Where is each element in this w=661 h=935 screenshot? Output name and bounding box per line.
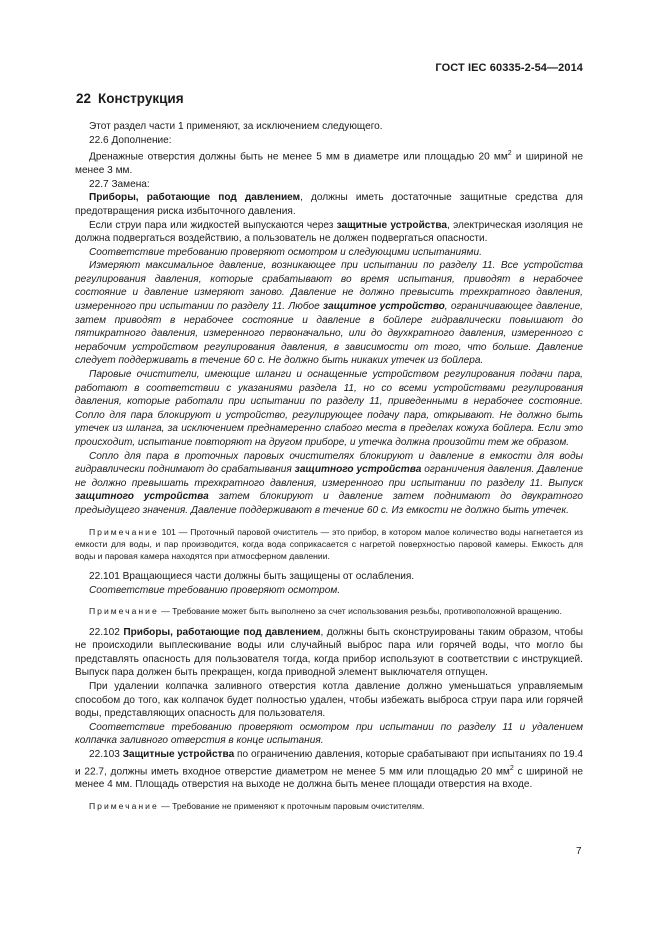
page-number: 7 (576, 846, 582, 857)
section-number: 22 (76, 91, 92, 106)
clause-22-7-p6: Сопло для пара в проточных паровых очистителях блокируют и давление в емкости для воды гидравлически поднимают до срабатывания защитного устройства ограничения давления. Давление не должно превышать трехкратного давления, измеренного при испытании по разделу 11. Выпуск защитного устройства затем блокируют и давление затем поднимают до двукратного предыдущего значения. Давление поддерживают в течение 60 с. Из емкости не должно быть утечек. (75, 450, 583, 516)
intro-paragraph: Этот раздел части 1 применяют, за исключением следующего. (89, 121, 383, 132)
clause-22-6-label: 22.6 Дополнение: (89, 134, 172, 146)
clause-22-101-check: Соответствие требованию проверяют осмотром. (89, 584, 341, 596)
clause-22-7-p2: Если струи пара или жидкостей выпускаются через защитные устройства, электрическая изоляция не должна подвергаться воздействию, а пользователь не должен подвергаться опасности. (75, 219, 584, 245)
section-heading (76, 90, 583, 108)
clause-22-7-check: Соответствие требованию проверяют осмотром и следующими испытаниями. (89, 246, 482, 258)
clause-22-7-p1: Приборы, работающие под давлением, должны иметь достаточные защитные средства для предотвращения риска избыточного давления. (75, 192, 583, 217)
clause-22-102-check: Соответствие требованию проверяют осмотром при испытании по разделу 11 и удалением колпачка заливного отверстия в конце испытания. (75, 721, 583, 747)
clause-22-7-p5: Паровые очистители, имеющие шланги и оснащенные устройством регулирования подачи пара, работают в соответствии с указаниями раздела 11, но со всеми устройствами регулирования давления, которые работали при испытании по разделу 11, приведенными в нерабочее состояние. Сопло для пара блокируют и устройство, регулирующее подачу пара, открывают. Не должно быть утечек из шланга, за исключением преднамеренно слабого места в пределах кожуха бойлера. Если это происходит, испытание повторяют на другом приборе, и утечка должна произойти тем же образом. (75, 369, 583, 449)
page-content (75, 90, 583, 812)
standard-header: ГОСТ IEC 60335-2-54—2014 (435, 62, 583, 74)
clause-22-7-p4: Измеряют максимальное давление, возникающее при испытании по разделу 11. Все устройства регулирования давления, которые срабатывают во время испытания, приводят в нерабочее состояние и давление измеряют заново. Давление не должно превысить трехкратного давления, измеренного при испытании по разделу 11. Любое защитное устройство, ограничивающее давление, затем приводят в нерабочее состояние и давление в бойлере гидравлически повышают до пятикратного давления, измеренного первоначально, или до двухкратного давления, измеренного с нерабочим устройством регулирования давления, в зависимости от того, что больше. Давление следует поддерживать в течение 60 с. Не должно быть никаких утечек из бойлера. (75, 260, 583, 367)
note-label: Примечание (89, 526, 159, 537)
clause-22-7-label: 22.7 Замена: (89, 178, 150, 190)
note-101: Примечание 101 — Проточный паровой очиститель — это прибор, в котором малое количество воды нагнетается из емкости для воды, и пар производится, когда вода соприкасается с нагретой поверхностью паровой камеры. Емкость для воды и паровая камера находятся при атмосферном давлении. (75, 526, 583, 561)
note-22-101: Примечание — Требование может быть выполнено за счет использования резьбы, противоположной вращению. (89, 606, 562, 617)
section-title: Конструкция (98, 91, 184, 106)
clause-22-101-text: 22.101 Вращающиеся части должны быть защищены от ослабления. (89, 571, 415, 583)
clause-22-102-p1: 22.102 Приборы, работающие под давлением, должны быть сконструированы таким образом, чтобы не происходили выплескивание воды или случайный выброс пара или горячей воды, что могло бы представлять опасность для пользователя тогда, когда прибор используют в соответствии с инструкцией. Выпуск пара должен быть прекращен, когда приводной элемент выключателя отпущен. (75, 626, 583, 679)
note-22-103: Примечание — Требование не применяют к проточным паровым очистителям. (89, 801, 425, 812)
clause-22-103-text: 22.103 Защитные устройства по ограничению давления, которые срабатывают при испытаниях по 19.4 и 22.7, должны иметь входное отверстие диаметром не менее 5 мм или площадью 20 $мм^2$ с шириной не менее 4 мм. Площадь отверстия на выходе не должна быть менее площади отверстия на входе. (75, 748, 584, 791)
note-label: Примечание (89, 801, 159, 812)
clause-22-6-text: Дренажные отверстия должны быть не менее 5 мм в диаметре или площадью 20 $мм^2$ и шириной не менее 3 мм. (75, 150, 583, 177)
clause-22-102-p2: При удалении колпачка заливного отверстия котла давление должно уменьшаться управляемым способом до того, как колпачок будет полностью удален, чтобы избежать выброса струи пара или горячей воды, представляющих опасность для пользователя. (75, 680, 583, 720)
note-label: Примечание (89, 606, 159, 617)
